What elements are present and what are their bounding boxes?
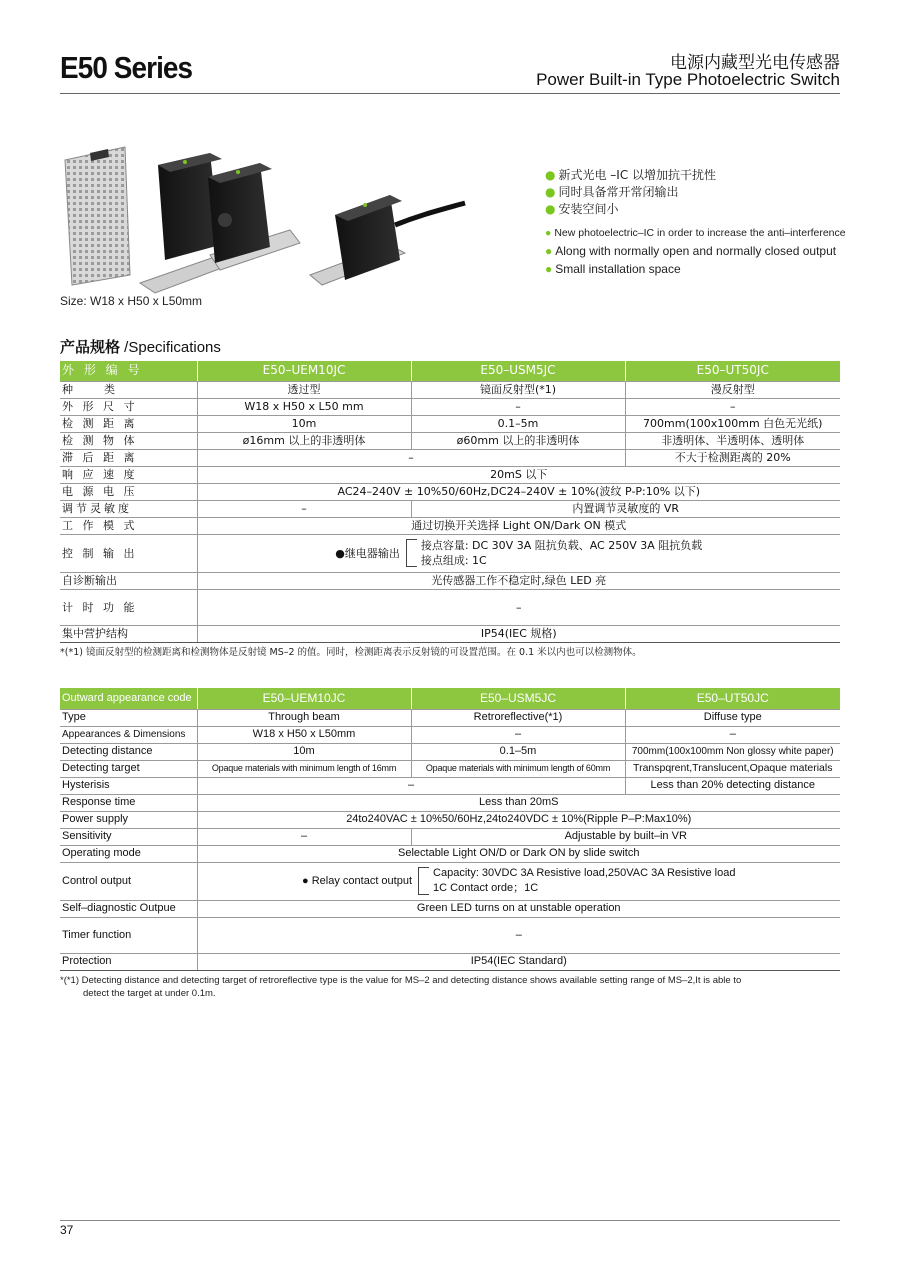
product-photo bbox=[60, 135, 470, 295]
table-row: Operating mode Selectable Light ON/D or Dark ON by slide switch bbox=[60, 845, 840, 862]
table-row: 检 测 距 离 10m 0.1–5m 700mm(100x100mm 白色无光纸) bbox=[60, 415, 840, 432]
feature-en-2: ● Along with normally open and normally closed output bbox=[545, 244, 837, 258]
table-note-en: *(*1) Detecting distance and detecting target of retroreflective type is the value for MS–2 and detecting distance shows available setting range of MS–2,It is able to detect the target at under 0.1m. bbox=[60, 975, 742, 999]
control-output-cell: ● Relay contact output Capacity: 30VDC 3A Resistive load,250VAC 3A Resistive load 1C Contact orde；1C bbox=[302, 867, 736, 894]
feature-cn-2: ● 同时具备常开常闭输出 bbox=[545, 185, 679, 199]
table-row: 调节灵敏度 – 内置调节灵敏度的 VR bbox=[60, 500, 840, 517]
table-row: 外 形 尺 寸 W18 x H50 x L50 mm – – bbox=[60, 398, 840, 415]
table-row: Type Through beam Retroreflective(*1) Diffuse type bbox=[60, 709, 840, 726]
control-output-cell: ●继电器输出 接点容量: DC 30V 3A 阻抗负载、AC 250V 3A 阻抗负载 接点组成: 1C bbox=[335, 539, 703, 567]
feature-en-1: ● New photoelectric–IC in order to increase the anti–interference bbox=[545, 227, 846, 239]
sensor-image-3 bbox=[310, 195, 465, 285]
table-row: 响 应 速 度 20mS 以下 bbox=[60, 466, 840, 483]
table-header-row: Outward appearance code E50–UEM10JC E50–USM5JC E50–UT50JC bbox=[60, 688, 840, 709]
table-row: Power supply 24to240VAC ± 10%50/60Hz,24to240VDC ± 10%(Ripple P–P:Max10%) bbox=[60, 811, 840, 828]
table-row: 自诊断输出 光传感器工作不稳定时,绿色 LED 亮 bbox=[60, 572, 840, 589]
table-row: Response time Less than 20mS bbox=[60, 794, 840, 811]
bullet-icon: ● bbox=[545, 262, 553, 276]
table-row: Sensitivity – Adjustable by built–in VR bbox=[60, 828, 840, 845]
page-title-cn: 电源内藏型光电传感器 bbox=[670, 53, 840, 73]
table-row: Detecting target Opaque materials with minimum length of 16mm Opaque materials with minimum length of 60mm Transpqrent,Translucent,Opaque materials bbox=[60, 760, 840, 777]
series-title: E50 Series bbox=[60, 50, 193, 85]
spec-table-cn bbox=[60, 361, 840, 643]
table-row: Control output ● Relay contact output Capacity: 30VDC 3A Resistive load,250VAC 3A Resistive load 1C Contact orde；1C bbox=[60, 862, 840, 900]
spec-heading: 产品规格 /Specifications bbox=[60, 338, 221, 356]
bullet-icon: ● bbox=[545, 244, 553, 258]
table-row: 控 制 输 出 ●继电器输出 接点容量: DC 30V 3A 阻抗负载、AC 250V 3A 阻抗负载 接点组成: 1C bbox=[60, 534, 840, 572]
table-row: 工 作 模 式 通过切换开关选择 Light ON/Dark ON 模式 bbox=[60, 517, 840, 534]
table-row: Protection IP54(IEC Standard) bbox=[60, 953, 840, 970]
table-row: Timer function – bbox=[60, 917, 840, 953]
feature-cn-1: ● 新式光电 –IC 以增加抗干扰性 bbox=[545, 168, 717, 182]
bullet-icon: ● bbox=[545, 202, 556, 216]
table-row: 计 时 功 能 – bbox=[60, 589, 840, 625]
product-size: Size: W18 x H50 x L50mm bbox=[60, 294, 203, 308]
table-row: Appearances & Dimensions W18 x H50 x L50mm – – bbox=[60, 726, 840, 743]
reflector-image bbox=[65, 147, 130, 285]
page-number: 37 bbox=[60, 1223, 74, 1237]
table-row: Self–diagnostic Outpue Green LED turns on at unstable operation bbox=[60, 900, 840, 917]
bullet-icon: ● bbox=[545, 168, 556, 182]
sensor-image-2 bbox=[208, 163, 300, 270]
table-row: Hysterisis – Less than 20% detecting distance bbox=[60, 777, 840, 794]
bracket bbox=[406, 539, 417, 567]
bracket bbox=[418, 867, 429, 895]
page-title-en: Power Built-in Type Photoelectric Switch bbox=[536, 70, 840, 89]
table-row: 集中营护结构 IP54(IEC 规格) bbox=[60, 625, 840, 642]
bullet-icon: ● bbox=[545, 185, 556, 199]
table-row: 种 类 透过型 镜面反射型(*1) 漫反射型 bbox=[60, 381, 840, 398]
spec-table-en bbox=[60, 688, 840, 971]
bullet-icon: ● bbox=[545, 227, 552, 239]
footer-divider bbox=[60, 1220, 840, 1221]
table-row: 检 测 物 体 ø16mm 以上的非透明体 ø60mm 以上的非透明体 非透明体、半透明体、透明体 bbox=[60, 432, 840, 449]
table-row: Detecting distance 10m 0.1–5m 700mm(100x100mm Non glossy white paper) bbox=[60, 743, 840, 760]
feature-en-3: ● Small installation space bbox=[545, 262, 681, 276]
header-divider bbox=[60, 93, 840, 94]
table-header-row: 外 形 编 号 E50–UEM10JC E50–USM5JC E50–UT50JC bbox=[60, 361, 840, 381]
feature-cn-3: ● 安装空间小 bbox=[545, 202, 619, 216]
table-row: 电 源 电 压 AC24–240V ± 10%50/60Hz,DC24–240V ± 10%(波纹 P-P:10% 以下) bbox=[60, 483, 840, 500]
table-note-cn: *(*1) 镜面反射型的检测距离和检测物体是反射镜 MS–2 的值。同时，检测距离表示反射镜的可设置范围。在 0.1 米以内也可以检测物体。 bbox=[60, 647, 642, 658]
table-row: 滞 后 距 离 – 不大于检测距离的 20% bbox=[60, 449, 840, 466]
